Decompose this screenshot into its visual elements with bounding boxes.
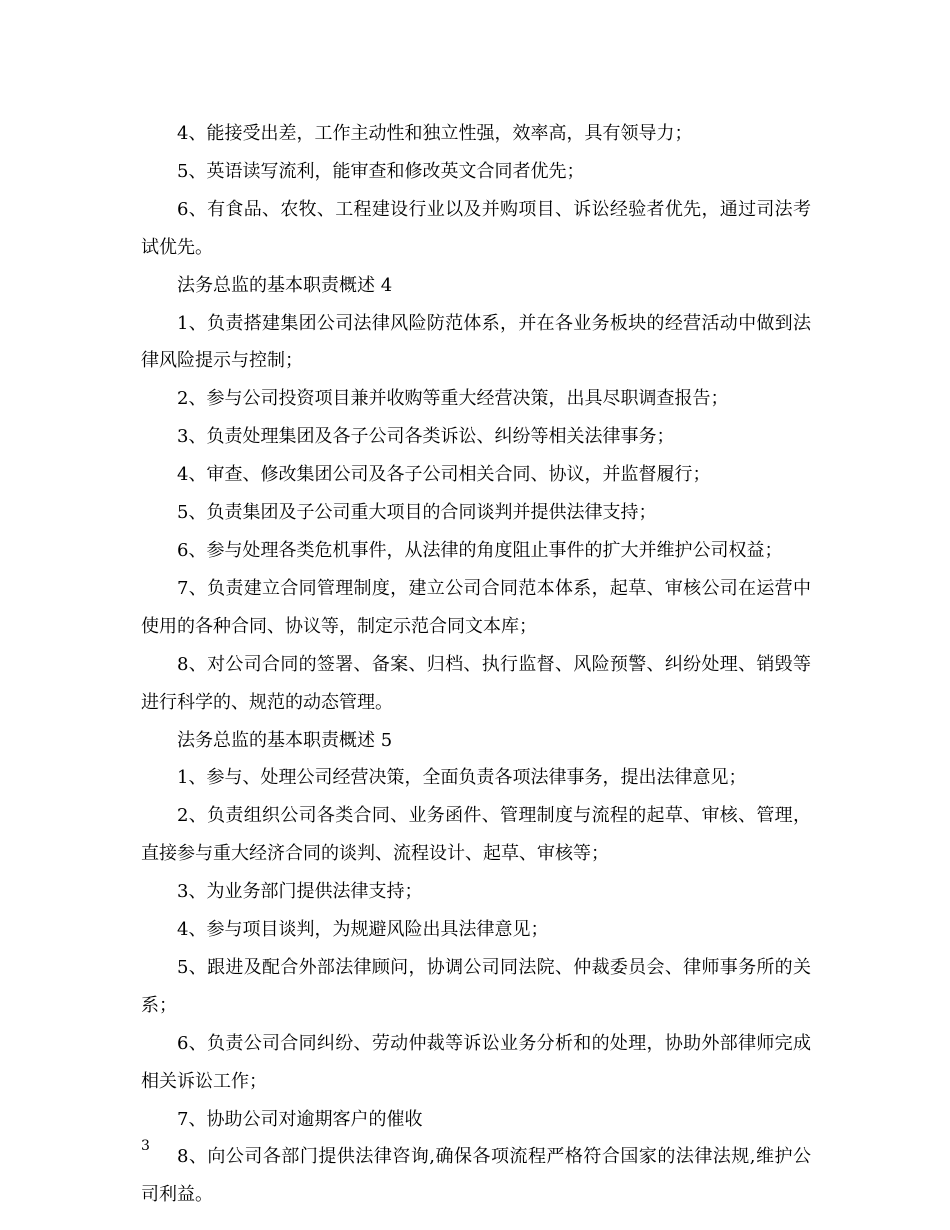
paragraph: 8、对公司合同的签署、备案、归档、执行监督、风险预警、纠纷处理、销毁等进行科学的、规范的动态管理。: [141, 653, 811, 713]
paragraph: 2、参与公司投资项目兼并收购等重大经营决策，出具尽职调查报告；: [177, 388, 729, 410]
paragraph: 4、能接受出差，工作主动性和独立性强，效率高，具有领导力；: [177, 123, 693, 144]
paragraph: 3、负责处理集团及各子公司各类诉讼、纠纷等相关法律事务；: [177, 426, 675, 448]
paragraph: 6、有食品、农牧、工程建设行业以及并购项目、诉讼经验者优先，通过司法考试优先。: [141, 198, 811, 258]
section-heading: 法务总监的基本职责概述 4: [177, 274, 393, 296]
paragraph: 2、负责组织公司各类合同、业务函件、管理制度与流程的起草、审核、管理，直接参与重大经济合同的谈判、流程设计、起草、审核等；: [141, 805, 811, 865]
paragraph: 6、参与处理各类危机事件，从法律的角度阻止事件的扩大并维护公司权益；: [177, 539, 783, 561]
paragraph: 5、英语读写流利，能审查和修改英文合同者优先；: [177, 160, 585, 182]
paragraph: 1、负责搭建集团公司法律风险防范体系，并在各业务板块的经营活动中做到法律风险提示与控制；: [141, 312, 811, 372]
paragraph: 1、参与、处理公司经营决策，全面负责各项法律事务，提出法律意见；: [177, 767, 747, 789]
paragraph: 6、负责公司合同纠纷、劳动仲裁等诉讼业务分析和的处理，协助外部律师完成相关诉讼工作；: [141, 1032, 811, 1092]
paragraph: 4、参与项目谈判，为规避风险出具法律意见；: [177, 919, 549, 941]
document-body: [141, 115, 811, 1214]
paragraph: 5、跟进及配合外部法律顾问，协调公司同法院、仲裁委员会、律师事务所的关系；: [141, 956, 811, 1016]
paragraph: 3、为业务部门提供法律支持；: [177, 881, 423, 903]
page-number: 3: [141, 1138, 150, 1154]
paragraph: 5、负责集团及子公司重大项目的合同谈判并提供法律支持；: [177, 502, 657, 524]
paragraph: 7、负责建立合同管理制度，建立公司合同范本体系，起草、审核公司在运营中使用的各种合同、协议等，制定示范合同文本库；: [141, 577, 811, 637]
section-heading: 法务总监的基本职责概述 5: [177, 729, 393, 751]
paragraph: 7、协助公司对逾期客户的催收: [177, 1108, 423, 1130]
paragraph: 4、审查、修改集团公司及各子公司相关合同、协议，并监督履行；: [177, 464, 711, 486]
paragraph: 8、向公司各部门提供法律咨询,确保各项流程严格符合国家的法律法规,维护公司利益。: [141, 1146, 811, 1206]
